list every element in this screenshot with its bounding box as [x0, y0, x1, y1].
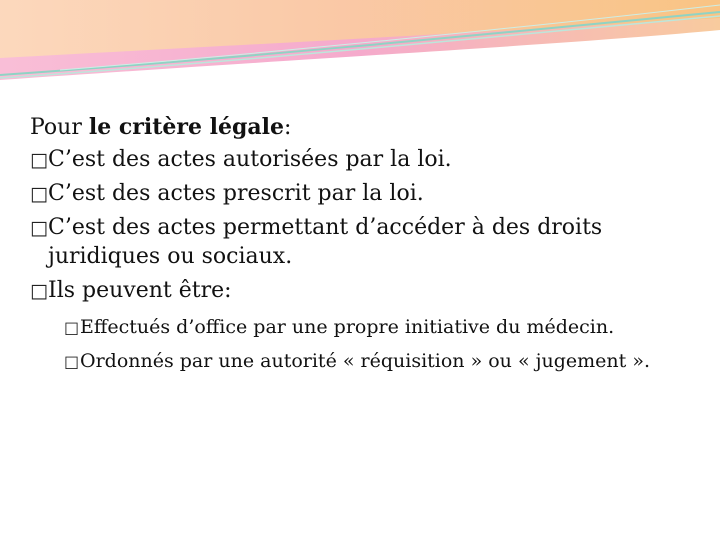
bullet-text: C’est des actes autorisées par la loi.	[48, 147, 452, 172]
bullet-continuation	[48, 244, 292, 270]
bullet-icon: □	[30, 280, 48, 302]
decorative-banner	[0, 0, 720, 90]
bullet-item	[30, 147, 452, 173]
bullet-text: juridiques ou sociaux.	[48, 244, 293, 269]
heading-emphasis: le critère légale	[88, 114, 284, 140]
subbullet-item	[64, 349, 650, 374]
subbullet-text: Ordonnés par une autorité « réquisition » ou « jugement ».	[80, 350, 650, 372]
bullet-item	[30, 181, 424, 207]
bullet-icon: □	[30, 149, 48, 171]
slide-heading	[30, 114, 291, 141]
heading-prefix: Pour	[30, 115, 89, 140]
subbullet-icon: □	[64, 352, 80, 371]
heading-suffix: :	[283, 115, 292, 140]
subbullet-item	[64, 315, 614, 340]
bullet-item	[30, 215, 602, 241]
subbullet-text: Effectués d’office par une propre initiative du médecin.	[80, 316, 615, 338]
bullet-icon: □	[30, 217, 48, 239]
bullet-icon: □	[30, 183, 48, 205]
subbullet-icon: □	[64, 318, 80, 337]
bullet-text: Ils peuvent être:	[48, 278, 232, 303]
bullet-text: C’est des actes prescrit par la loi.	[48, 181, 424, 206]
bullet-text: C’est des actes permettant d’accéder à des droits	[48, 215, 603, 240]
bullet-item	[30, 278, 232, 304]
